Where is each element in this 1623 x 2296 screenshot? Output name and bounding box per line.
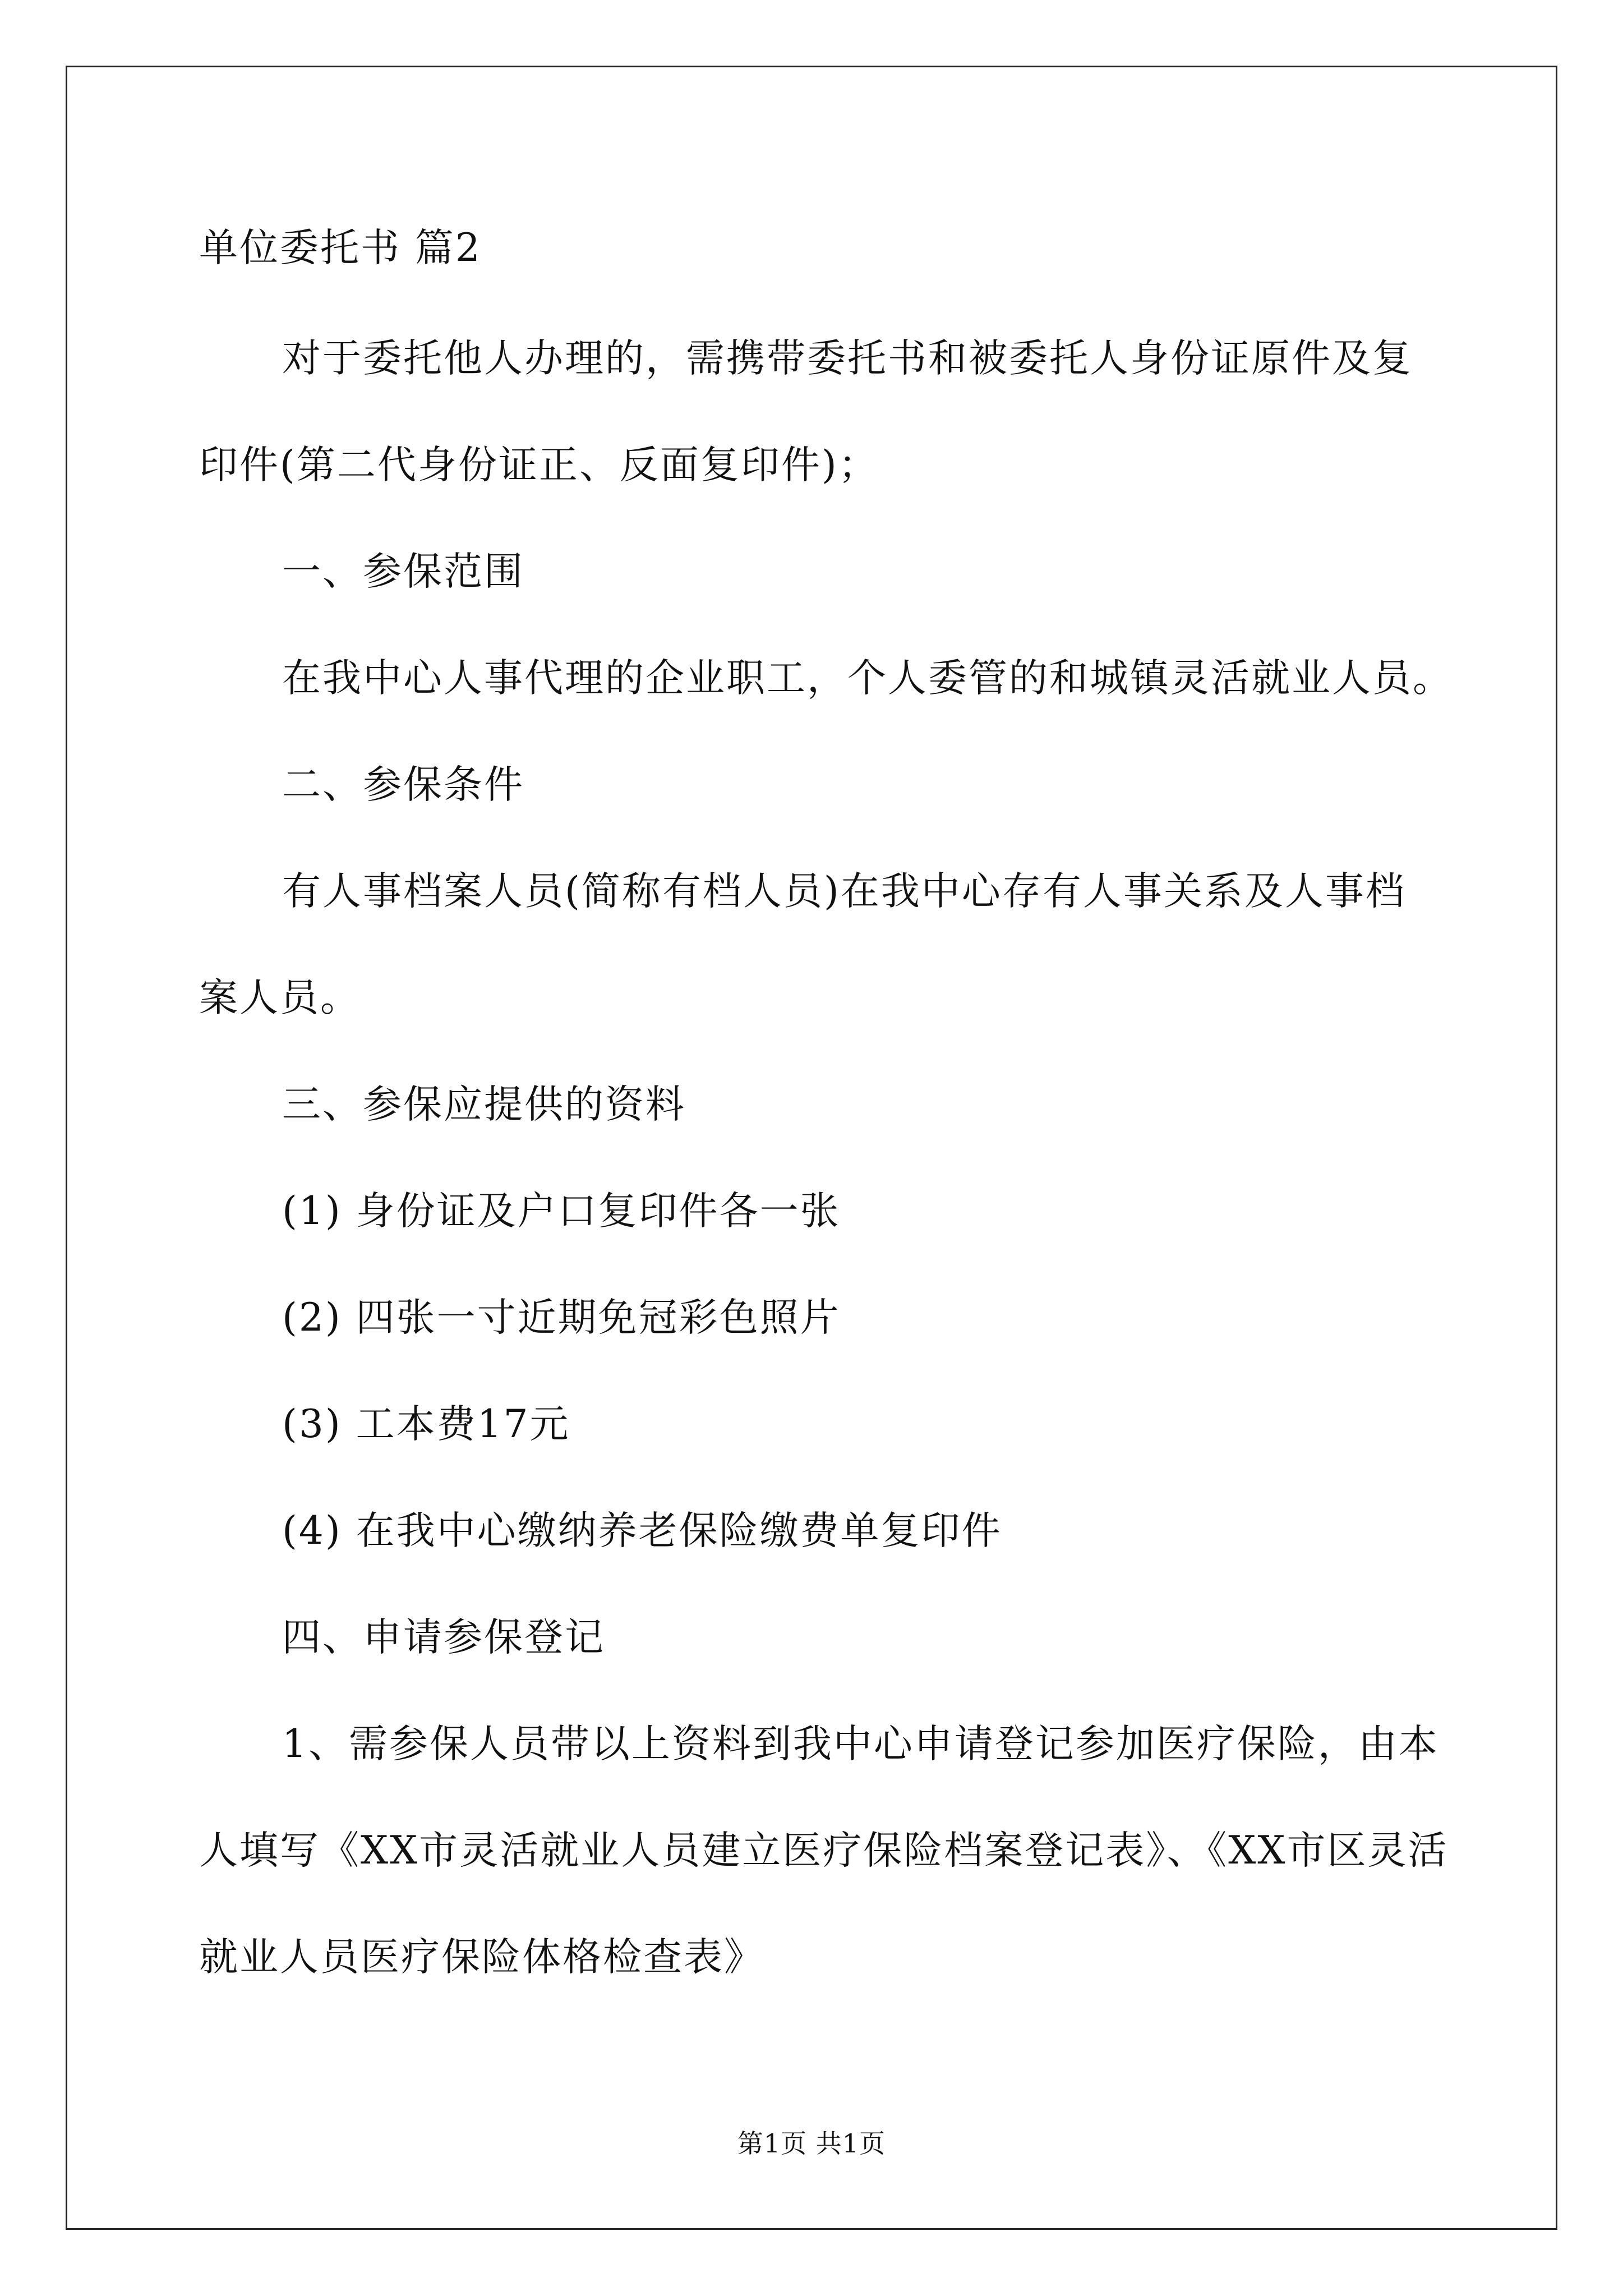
list-item: (4) 在我中心缴纳养老保险缴费单复印件 xyxy=(282,1508,1002,1553)
list-item: (2) 四张一寸近期免冠彩色照片 xyxy=(282,1295,841,1340)
paragraph-line: 1、需参保人员带以上资料到我中心申请登记参加医疗保险，由本 xyxy=(282,1722,1439,1766)
section-heading: 二、参保条件 xyxy=(282,762,524,807)
section-heading: 一、参保范围 xyxy=(282,549,524,594)
paragraph-line: 人填写《XX市灵活就业人员建立医疗保险档案登记表》、《XX市区灵活 xyxy=(199,1828,1449,1873)
paragraph-line: 在我中心人事代理的企业职工，个人委管的和城镇灵活就业人员。 xyxy=(282,656,1453,701)
page-footer: 第1页 共1页 xyxy=(737,2128,886,2159)
list-item: (3) 工本费17元 xyxy=(282,1402,570,1447)
paragraph-line: 有人事档案人员(简称有档人员)在我中心存有人事关系及人事档 xyxy=(282,869,1406,914)
paragraph-line: 案人员。 xyxy=(199,976,361,1020)
document-heading: 单位委托书 篇2 xyxy=(199,226,482,270)
paragraph-line: 就业人员医疗保险体格检查表》 xyxy=(199,1935,764,1980)
paragraph-line: 对于委托他人办理的，需携带委托书和被委托人身份证原件及复 xyxy=(282,336,1413,381)
section-heading: 三、参保应提供的资料 xyxy=(282,1082,686,1127)
list-item: (1) 身份证及户口复印件各一张 xyxy=(282,1189,841,1234)
page-border xyxy=(66,66,1557,2230)
paragraph-line: 印件(第二代身份证正、反面复印件)； xyxy=(199,443,879,487)
section-heading: 四、申请参保登记 xyxy=(282,1615,605,1660)
